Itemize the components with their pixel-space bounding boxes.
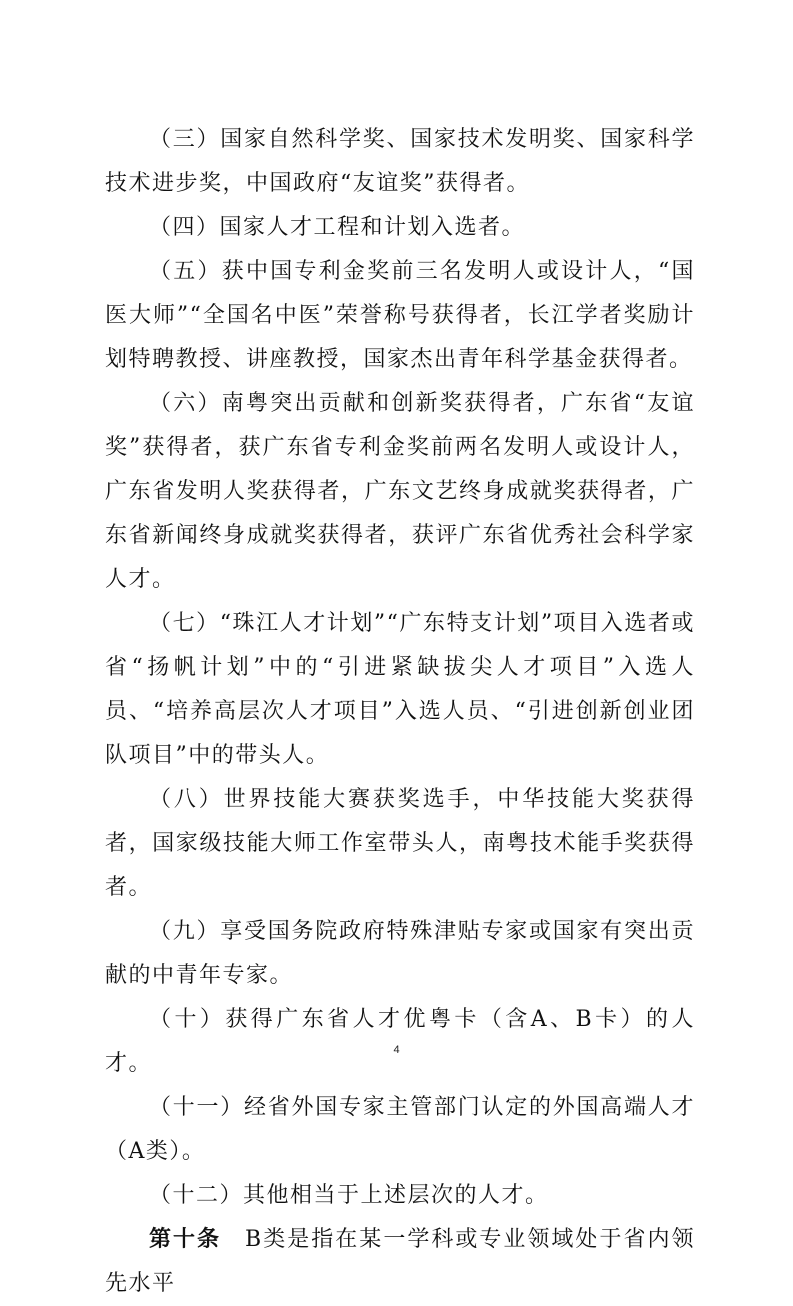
paragraph-item-11: （十一）经省外国专家主管部门认定的外国高端人才（A类）。 [105, 1095, 695, 1164]
paragraph-item-12: （十二）其他相当于上述层次的人才。 [149, 1183, 549, 1208]
paragraph-item-4: （四）国家人才工程和计划入选者。 [149, 215, 526, 240]
paragraph-item-10: （十）获得广东省人才优粤卡（含A、B卡）的人才。 [105, 1007, 695, 1076]
article-10-text: B类是指在某一学科或专业领域处于省内领先水平 [105, 1227, 695, 1296]
paragraph-item-7: （七）“珠江人才计划”“广东特支计划”项目入选者或省“扬帆计划”中的“引进紧缺拔尖人才项目”入选人员、“培养高层次人才项目”入选人员、“引进创新创业团队项目”中的带头人。 [105, 611, 695, 768]
paragraph-item-8: （八）世界技能大赛获奖选手，中华技能大奖获得者，国家级技能大师工作室带头人，南粤技术能手奖获得者。 [105, 787, 695, 900]
paragraph-item-9: （九）享受国务院政府特殊津贴专家或国家有突出贡献的中青年专家。 [105, 919, 695, 988]
article-10-heading: 第十条 [149, 1227, 222, 1252]
article-10-paragraph [105, 1218, 695, 1306]
page-number: 4 [393, 1044, 400, 1056]
paragraph-item-3: （三）国家自然科学奖、国家技术发明奖、国家科学技术进步奖，中国政府“友谊奖”获得者。 [105, 127, 695, 196]
paragraph-item-5: （五）获中国专利金奖前三名发明人或设计人，“国医大师”“全国名中医”荣誉称号获得者，长江学者奖励计划特聘教授、讲座教授，国家杰出青年科学基金获得者。 [105, 259, 695, 372]
document-body [105, 118, 695, 1306]
paragraph-item-6: （六）南粤突出贡献和创新奖获得者，广东省“友谊奖”获得者，获广东省专利金奖前两名发明人或设计人，广东省发明人奖获得者，广东文艺终身成就奖获得者，广东省新闻终身成就奖获得者，获评广东省优秀社会科学家人才。 [105, 391, 695, 592]
